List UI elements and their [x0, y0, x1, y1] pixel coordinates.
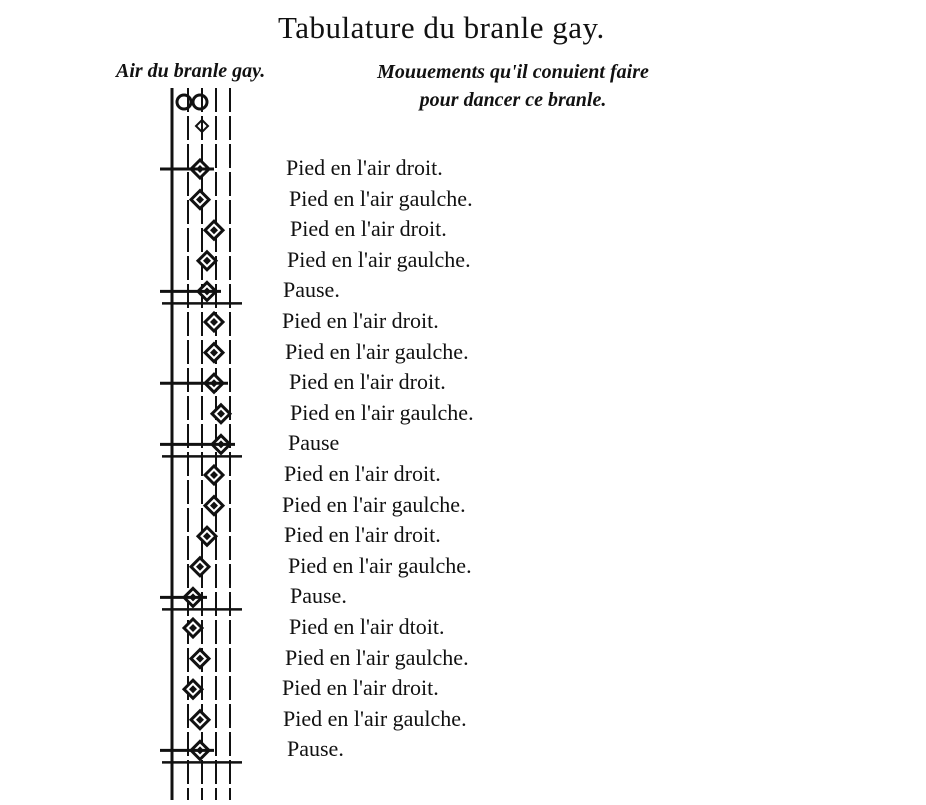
clef-icon — [177, 95, 208, 132]
note-diamond-icon — [191, 711, 209, 729]
movements-heading-line1: Mouuements qu'il conuient faire — [377, 61, 649, 83]
air-heading: Air du branle gay. — [116, 60, 266, 82]
movement-line: Pied en l'air droit. — [282, 308, 439, 333]
note-diamond-icon — [191, 191, 209, 209]
movement-line: Pied en l'air droit. — [286, 155, 443, 180]
movement-line: Pied en l'air gaulche. — [288, 552, 472, 578]
movement-line: Pied en l'air gaulche. — [283, 705, 467, 731]
note-diamond-icon — [184, 619, 202, 637]
note-diamond-icon — [198, 252, 216, 270]
movement-line: Pied en l'air gaulche. — [285, 644, 469, 670]
note-diamond-icon — [191, 650, 209, 668]
page-title: Tabulature du branle gay. — [278, 10, 605, 45]
movement-line: Pause — [288, 430, 340, 456]
note-diamond-icon — [205, 344, 223, 362]
note-diamond-icon — [205, 466, 223, 484]
movement-line: Pause. — [283, 277, 340, 303]
movement-line: Pause. — [290, 583, 347, 609]
movement-line: Pause. — [287, 736, 344, 762]
movement-line: Pied en l'air droit. — [290, 216, 447, 242]
note-diamond-icon — [205, 313, 223, 331]
movement-line: Pied en l'air droit. — [284, 522, 441, 548]
note-diamond-icon — [198, 527, 216, 545]
note-diamond-icon — [184, 680, 202, 698]
note-diamond-icon — [160, 282, 221, 300]
movements-heading-line2: pour dancer ce branle. — [419, 89, 607, 111]
note-diamond-icon — [205, 221, 223, 239]
movement-line: Pied en l'air gaulche. — [290, 399, 474, 425]
movement-line: Pied en l'air droit. — [282, 675, 439, 701]
movement-line: Pied en l'air gaulche. — [285, 338, 469, 364]
movement-line: Pied en l'air gaulche. — [287, 246, 471, 272]
note-diamond-icon — [212, 405, 230, 423]
movements-heading — [348, 58, 678, 114]
movement-line: Pied en l'air dtoit. — [289, 614, 445, 639]
note-diamond-icon — [191, 558, 209, 576]
movement-line: Pied en l'air droit. — [289, 369, 446, 395]
note-diamond-icon — [160, 374, 228, 392]
note-diamond-icon — [205, 497, 223, 515]
movement-line: Pied en l'air gaulche. — [289, 185, 473, 211]
note-diamond-icon — [160, 588, 207, 606]
movement-line: Pied en l'air gaulche. — [282, 491, 466, 517]
music-staff — [150, 88, 260, 803]
movement-line: Pied en l'air droit. — [284, 461, 441, 486]
